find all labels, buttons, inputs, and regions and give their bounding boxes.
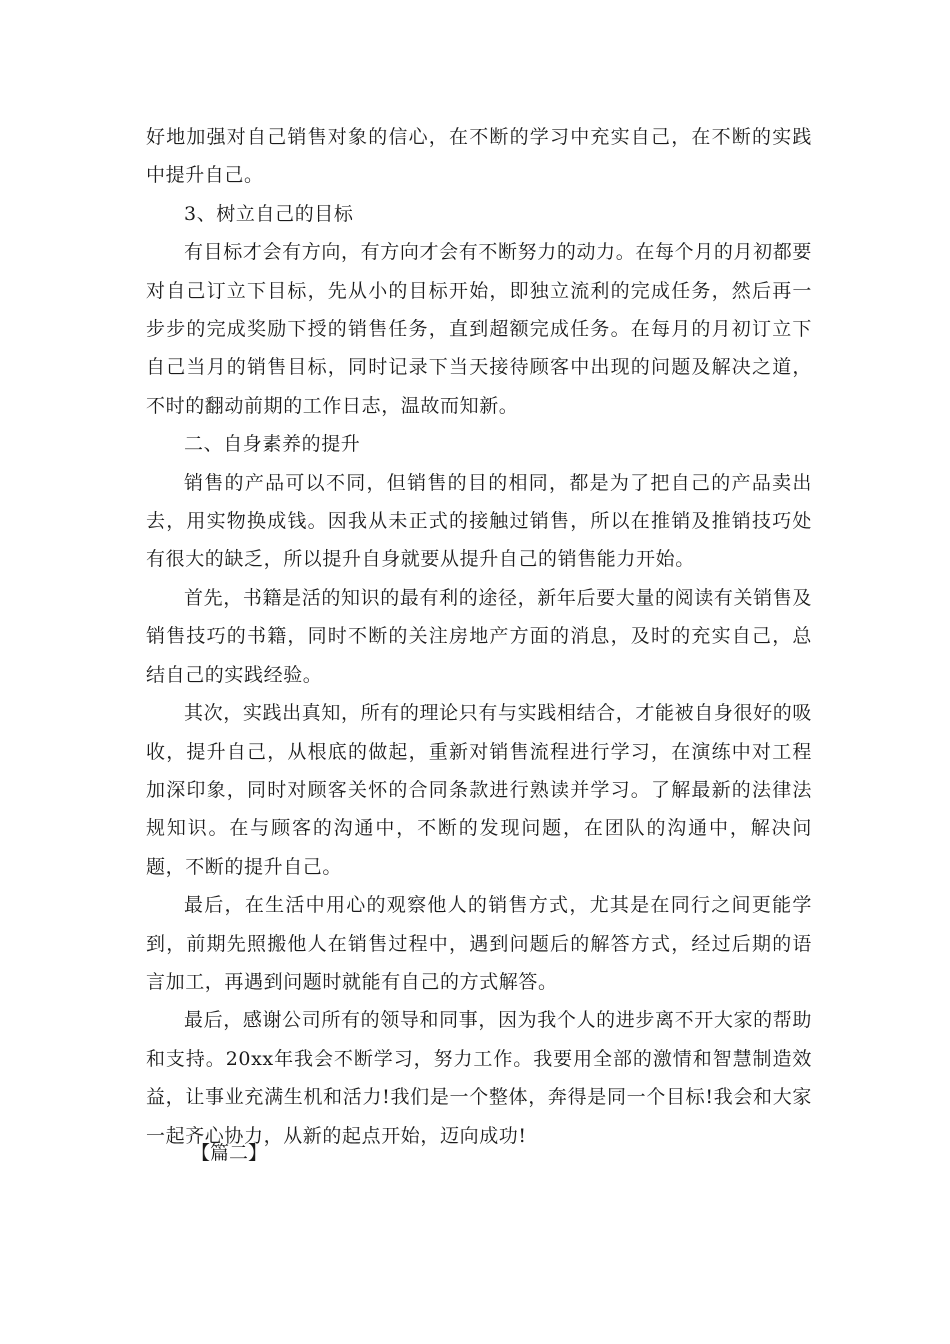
heading-self-improvement: 二、自身素养的提升 [184,433,361,456]
paragraph-last-observe: 最后，在生活中用心的观察他人的销售方式，尤其是在同行之间更能学到，前期先照搬他人在销售过程中，遇到问题后的解答方式，经过后期的语言加工，再遇到问题时就能有自己的方式解答。 [146,894,812,993]
heading-set-goals: 3、树立自己的目标 [184,202,354,225]
paragraph-second-practice: 其次，实践出真知，所有的理论只有与实践相结合，才能被自身很好的吸收，提升自己，从根底的做起，重新对销售流程进行学习，在演练中对工程加深印象，同时对顾客关怀的合同条款进行熟读并学习。了解最新的法律法规知识。在与顾客的沟通中，不断的发现问题，在团队的沟通中，解决问题，不断的提升自己。 [146,702,812,878]
paragraph-thanks: 最后，感谢公司所有的领导和同事，因为我个人的进步离不开大家的帮助和支持。20xx年我会不断学习，努力工作。我要用全部的激情和智慧制造效益，让事业充满生机和活力!我们是一个整体，奔得是同一个目标!我会和大家一起齐心协力，从新的起点开始，迈向成功! [146,1009,812,1147]
paragraph-continuation: 好地加强对自己销售对象的信心，在不断的学习中充实自己，在不断的实践中提升自己。 [146,126,812,187]
section-label: 【篇二】 [191,1142,268,1164]
paragraph-sales-purpose: 销售的产品可以不同，但销售的目的相同，都是为了把自己的产品卖出去，用实物换成钱。因我从未正式的接触过销售，所以在推销及推销技巧处有很大的缺乏，所以提升自身就要从提升自己的销售能力开始。 [146,471,812,571]
paragraph-first-books: 首先，书籍是活的知识的最有利的途径，新年后要大量的阅读有关销售及销售技巧的书籍，同时不断的关注房地产方面的消息，及时的充实自己，总结自己的实践经验。 [146,586,812,686]
paragraph-goals: 有目标才会有方向，有方向才会有不断努力的动力。在每个月的月初都要对自己订立下目标，先从小的目标开始，即独立流利的完成任务，然后再一步步的完成奖励下授的销售任务，直到超额完成任务。在每月的月初订立下自己当月的销售目标，同时记录下当天接待顾客中出现的问题及解决之道，不时的翻动前期的工作日志，温故而知新。 [146,241,812,417]
document-body [146,118,812,1155]
